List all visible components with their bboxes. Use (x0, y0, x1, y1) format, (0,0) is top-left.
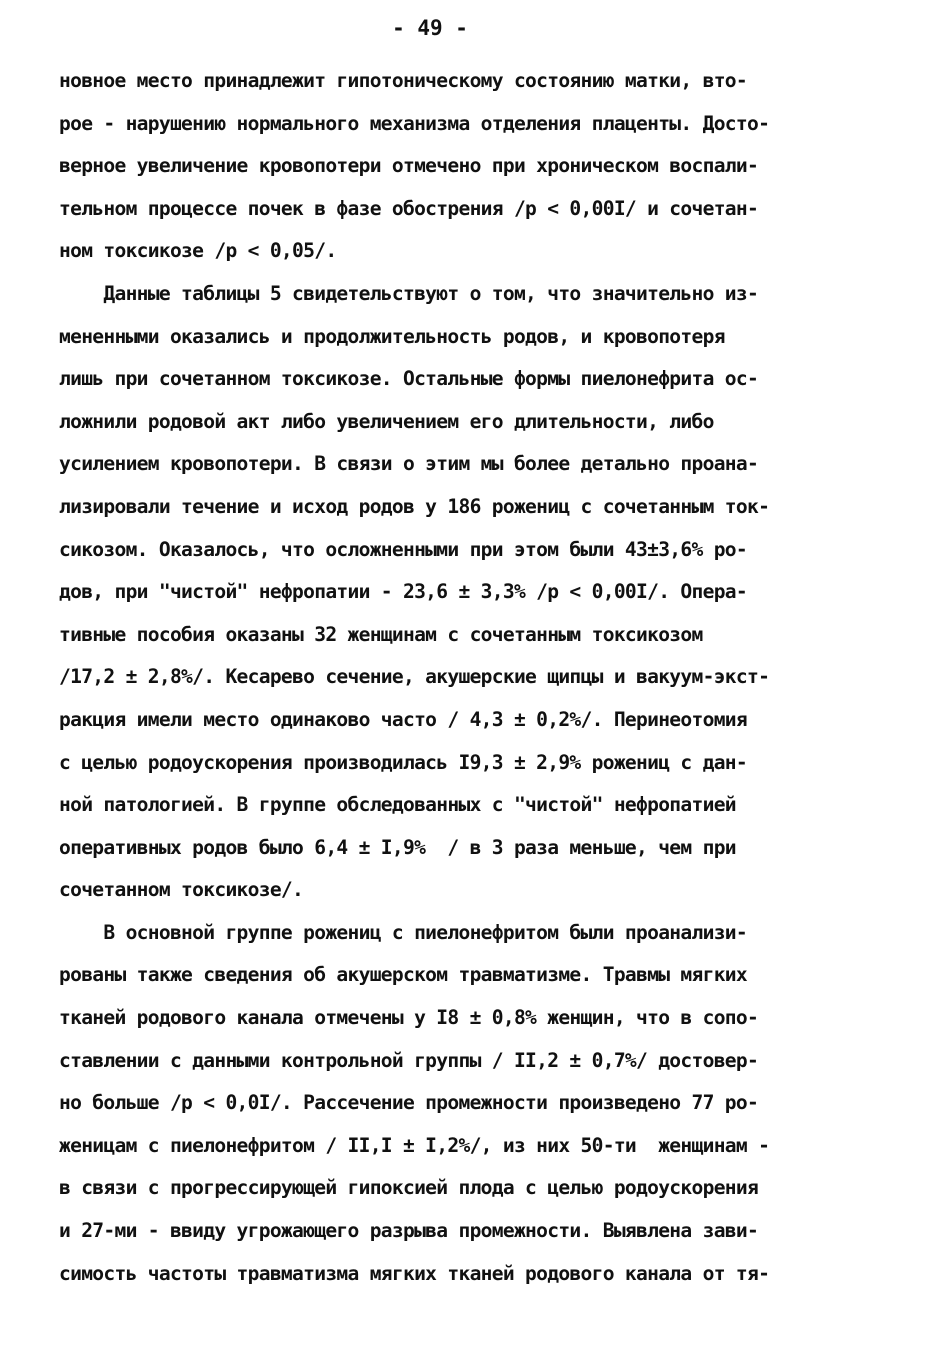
text-line: В основной группе рожениц с пиелонефритом были проанализи- (59, 920, 747, 944)
text-line: верное увеличение кровопотери отмечено при хроническом воспали- (59, 154, 759, 178)
text-line: рое - нарушению нормального механизма отделения плаценты. Досто- (59, 111, 770, 135)
text-line: и 27-ми - ввиду угрожающего разрыва промежности. Выявлена зави- (59, 1219, 759, 1243)
text-line: ставлении с данными контрольной группы / II,2 ± 0,7%/ достовер- (59, 1048, 759, 1072)
text-line: мененными оказались и продолжительность родов, и кровопотеря (59, 324, 725, 348)
text-line: ракция имели место одинаково часто / 4,3 ± 0,2%/. Перинеотомия (59, 707, 747, 731)
text-line: в связи с прогрессирующей гипоксией плода с целью родоускорения (59, 1176, 759, 1200)
text-line: лизировали течение и исход родов у 186 рожениц с сочетанным ток- (59, 494, 770, 518)
page-number: - 49 - (392, 16, 468, 40)
text-line: ном токсикозе /р < 0,05/. (59, 239, 337, 263)
text-line: с целью родоускорения производилась I9,3 ± 2,9% рожениц с дан- (59, 750, 747, 774)
text-line: тельном процессе почек в фазе обострения /р < 0,00I/ и сочетан- (59, 196, 759, 220)
text-line: дов, при "чистой" нефропатии - 23,6 ± 3,3% /р < 0,00I/. Опера- (59, 580, 747, 604)
text-line: ной патологией. В группе обследованных с "чистой" нефропатией (59, 793, 736, 817)
text-line: сочетанном токсикозе/. (59, 878, 304, 902)
text-line: /17,2 ± 2,8%/. Кесарево сечение, акушерские щипцы и вакуум-экст- (59, 665, 770, 689)
text-line: усилением кровопотери. В связи о этим мы более детально проана- (59, 452, 759, 476)
text-line: женицам с пиелонефритом / II,I ± I,2%/, из них 50-ти женщинам - (59, 1133, 770, 1157)
text-line: Данные таблицы 5 свидетельствуют о том, что значительно из- (59, 281, 759, 305)
text-line: но больше /р < 0,0I/. Рассечение промежности произведено 77 ро- (59, 1091, 759, 1115)
text-line: сикозом. Оказалось, что осложненными при этом были 43±3,6% ро- (59, 537, 747, 561)
text-line: новное место принадлежит гипотоническому состоянию матки, вто- (59, 69, 747, 92)
text-line: тивные пособия оказаны 32 женщинам с сочетанным токсикозом (59, 622, 703, 646)
text-line: ложнили родовой акт либо увеличением его длительности, либо (59, 409, 714, 433)
text-line: рованы также сведения об акушерском травматизме. Травмы мягких (59, 963, 747, 987)
body-text (59, 60, 879, 1295)
text-line: лишь при сочетанном токсикозе. Остальные формы пиелонефрита ос- (59, 367, 759, 391)
text-line: тканей родового канала отмечены у I8 ± 0,8% женщин, что в сопо- (59, 1006, 759, 1030)
text-line: симость частоты травматизма мягких тканей родового канала от тя- (59, 1261, 770, 1285)
text-line: оперативных родов было 6,4 ± I,9% / в 3 раза меньше, чем при (59, 835, 736, 859)
